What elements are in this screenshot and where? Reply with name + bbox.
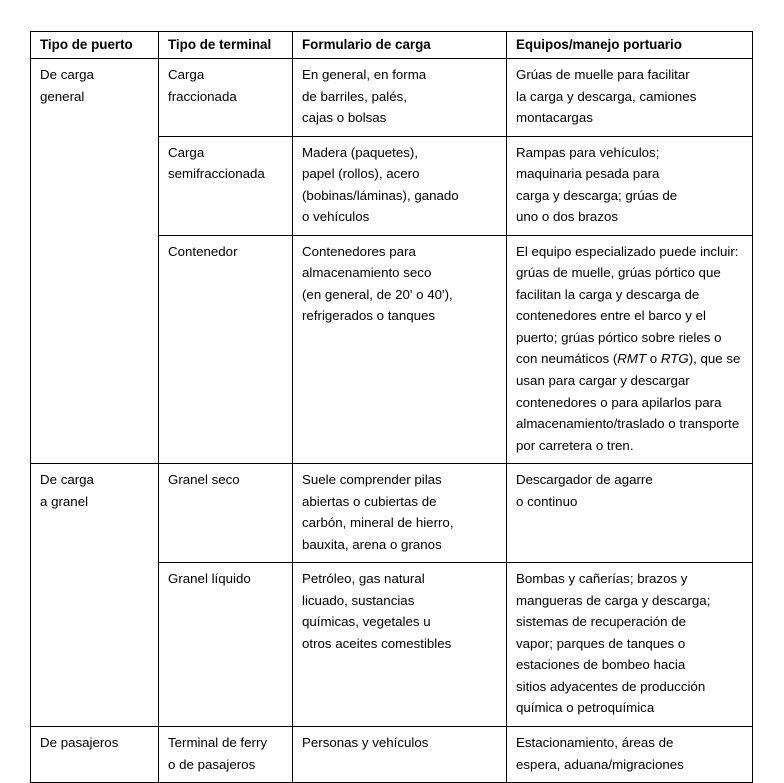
cell-text-line: o vehículos [302, 209, 370, 225]
table-body [31, 59, 753, 783]
cell-text-line: bauxita, arena o granos [302, 536, 442, 552]
cell-text-line: Bombas y cañerías; brazos y [516, 571, 688, 587]
table-header [31, 32, 753, 59]
cell-cargo-form [293, 235, 507, 463]
cell-text-line: Terminal de ferry [168, 734, 268, 750]
cell-text-line: químicas, vegetales u [302, 614, 431, 630]
column-header-port-equipment: Equipos/manejo portuario [507, 32, 753, 59]
cell-text-line: Estacionamiento, áreas de [516, 734, 674, 750]
cell-text-line: De pasajeros [40, 734, 119, 750]
cell-terminal-type [159, 726, 293, 782]
port-terminal-table [30, 31, 753, 783]
cell-text-line: maquinaria pesada para [516, 166, 660, 182]
cell-text-line: Descargador de agarre [516, 472, 653, 488]
cell-text-line: Petróleo, gas natural [302, 571, 425, 587]
cell-port-equipment [507, 464, 753, 563]
cell-text-line: estaciones de bombeo hacia [516, 657, 686, 673]
cell-text-line: semifraccionada [168, 166, 265, 182]
cell-port-type [31, 59, 159, 464]
cell-text-line: la carga y descarga, camiones [516, 88, 697, 104]
equipment-text: El equipo especializado puede incluir: grúas de muelle, grúas pórtico que facilitan la carga y descarga de contenedores entre el barco y el puerto; grúas pórtico sobre rieles o con neumáticos ( [516, 243, 739, 367]
cell-text-line: Rampas para vehículos; [516, 144, 660, 160]
cell-text-line: Granel líquido [168, 571, 251, 587]
cell-text-line: De carga [40, 67, 94, 83]
cell-text-line: Grúas de muelle para facilitar [516, 67, 690, 83]
table-row [31, 726, 753, 782]
cell-terminal-type [159, 563, 293, 727]
cell-text-line: uno o dos brazos [516, 209, 619, 225]
cell-text-line: Suele comprender pilas [302, 472, 442, 488]
equipment-text: o [646, 351, 661, 367]
cell-text-line: Granel seco [168, 472, 240, 488]
cell-text-line: vapor; parques de tanques o [516, 635, 686, 651]
cell-terminal-type [159, 235, 293, 463]
cell-text-line: Carga [168, 67, 205, 83]
cell-cargo-form [293, 59, 507, 137]
column-header-cargo-form: Formulario de carga [293, 32, 507, 59]
cell-text-line: Madera (paquetes), [302, 144, 419, 160]
cell-cargo-form [293, 563, 507, 727]
cell-text-line: almacenamiento seco [302, 265, 432, 281]
cell-text-line: a granel [40, 493, 89, 509]
cell-cargo-form [293, 464, 507, 563]
cell-text-line: mangueras de carga y descarga; [516, 592, 711, 608]
equipment-term-emphasis: RTG [660, 351, 689, 367]
cell-text-line: De carga [40, 472, 94, 488]
cell-text-line: sitios adyacentes de producción [516, 678, 706, 694]
cell-terminal-type [159, 136, 293, 235]
cell-text-line: o continuo [516, 493, 578, 509]
cell-text-line: general [40, 88, 85, 104]
cell-text-line: cajas o bolsas [302, 110, 387, 126]
cell-text-line: montacargas [516, 110, 593, 126]
cell-text-line: Carga [168, 144, 205, 160]
cell-port-equipment [507, 726, 753, 782]
cell-text-line: (en general, de 20' o 40'), [302, 286, 453, 302]
cell-text-line: Contenedores para [302, 243, 416, 259]
cell-terminal-type [159, 59, 293, 137]
cell-port-equipment [507, 563, 753, 727]
cell-text-line: abiertas o cubiertas de [302, 493, 437, 509]
cell-text-line: de barriles, palés, [302, 88, 407, 104]
column-header-terminal-type: Tipo de terminal [159, 32, 293, 59]
cell-cargo-form [293, 136, 507, 235]
cell-port-type [31, 726, 159, 782]
cell-text-line: Contenedor [168, 243, 238, 259]
cell-port-equipment [507, 59, 753, 137]
cell-text-line: (bobinas/láminas), ganado [302, 187, 459, 203]
column-header-port-type: Tipo de puerto [31, 32, 159, 59]
cell-text-line: carga y descarga; grúas de [516, 187, 678, 203]
cell-text-line: carbón, mineral de hierro, [302, 515, 454, 531]
cell-text-line: En general, en forma [302, 67, 427, 83]
equipment-term-emphasis: RMT [617, 351, 647, 367]
cell-cargo-form [293, 726, 507, 782]
cell-text-line: Personas y vehículos [302, 734, 429, 750]
cell-text-line: o de pasajeros [168, 756, 256, 772]
cell-text-line: sistemas de recuperación de [516, 614, 686, 630]
port-terminal-table-container [30, 31, 752, 783]
cell-text-line: otros aceites comestibles [302, 635, 452, 651]
cell-port-equipment [507, 235, 753, 463]
cell-text-line: papel (rollos), acero [302, 166, 420, 182]
cell-text-line: licuado, sustancias [302, 592, 415, 608]
cell-port-type [31, 464, 159, 727]
table-row [31, 59, 753, 137]
cell-terminal-type [159, 464, 293, 563]
table-row [31, 464, 753, 563]
cell-text-line: fraccionada [168, 88, 237, 104]
cell-text-line: química o petroquímica [516, 700, 655, 716]
equipment-text: ), que se usan para cargar y descargar contenedores o para apilarlos para almacenamiento/traslado o transporte por carretera o tren. [516, 351, 741, 453]
table-header-row [31, 32, 753, 59]
cell-text-line: espera, aduana/migraciones [516, 756, 684, 772]
cell-port-equipment [507, 136, 753, 235]
cell-text-line: refrigerados o tanques [302, 308, 436, 324]
